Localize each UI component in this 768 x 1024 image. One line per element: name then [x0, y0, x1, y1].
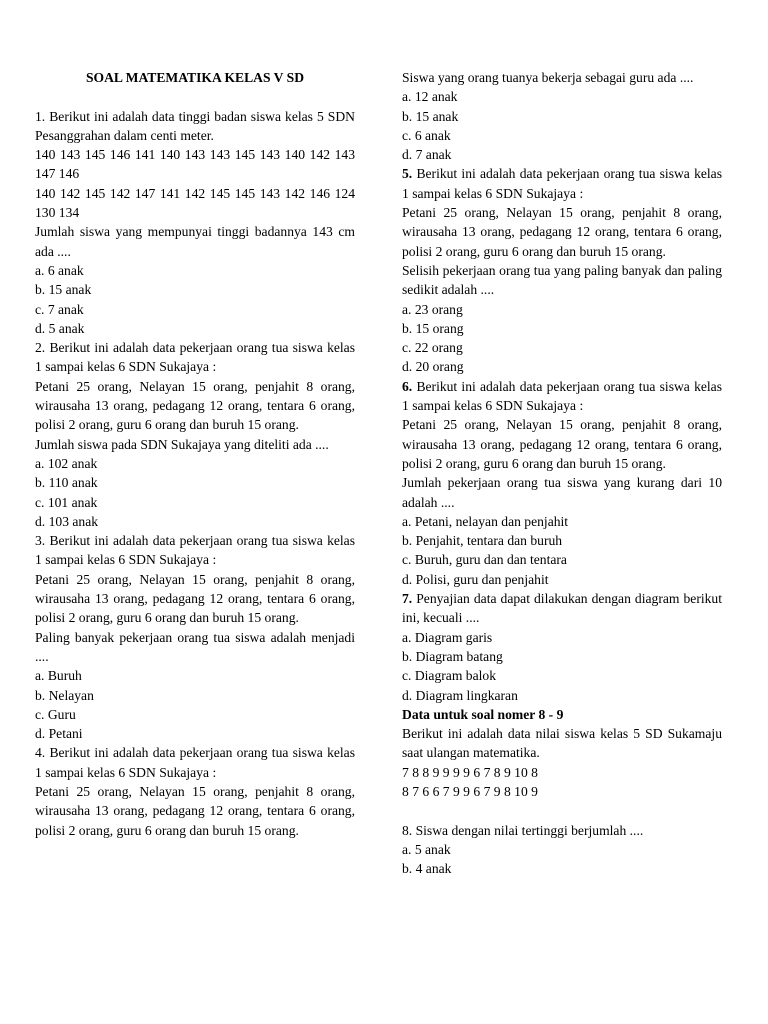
answer-option: b. Penjahit, tentara dan buruh	[402, 533, 563, 549]
question-paragraph	[35, 743, 355, 782]
question-paragraph	[35, 570, 355, 628]
question-number: 1.	[35, 108, 46, 124]
question-text: Berikut ini adalah data pekerjaan orang tua siswa kelas 1 sampai kelas 6 SDN Sukajaya :	[35, 745, 355, 780]
question-text: Berikut ini adalah data pekerjaan orang tua siswa kelas 1 sampai kelas 6 SDN Sukajaya :	[402, 166, 722, 201]
answer-option: a. Diagram garis	[402, 629, 493, 645]
question-text: Paling banyak pekerjaan orang tua siswa adalah menjadi ....	[35, 629, 355, 664]
question-block	[35, 531, 355, 743]
answer-option: b. 15 anak	[35, 282, 92, 298]
question-paragraph	[35, 107, 355, 146]
question-8-text: 8. Siswa dengan nilai tertinggi berjumlah ....	[402, 822, 644, 838]
data-section-8-9	[402, 705, 722, 821]
answer-option: c. 22 orang	[402, 340, 463, 356]
question-block	[402, 164, 722, 376]
question-text: 140 142 145 142 147 141 142 145 145 143 142 146 124 130 134	[35, 185, 355, 221]
question-text: Petani 25 orang, Nelayan 15 orang, penjahit 8 orang, wirausaha 13 orang, pedagang 12 orang, tentara 6 orang, polisi 2 orang, guru 6 orang dan buruh 15 orang.	[402, 205, 722, 259]
answer-option: d. 20 orang	[402, 359, 464, 375]
left-question-list	[35, 107, 355, 840]
answer-option: c. Guru	[35, 706, 76, 722]
answer-option: a. 12 anak	[402, 89, 458, 105]
question-text: Siswa yang orang tuanya bekerja sebagai guru ada ....	[402, 70, 694, 85]
question-8-option-b: b. 4 anak	[402, 861, 452, 877]
question-text: Jumlah pekerjaan orang tua siswa yang kurang dari 10 adalah ....	[402, 475, 722, 510]
question-block	[402, 377, 722, 589]
question-paragraph	[35, 782, 355, 840]
question-paragraph	[35, 531, 355, 570]
answer-option: a. 6 anak	[35, 262, 84, 278]
answer-option: d. 5 anak	[35, 320, 85, 336]
score-data-line-2: 8 7 6 6 7 9 9 6 7 9 8 10 9	[402, 783, 538, 799]
question-8	[402, 821, 722, 879]
question-paragraph	[35, 435, 355, 454]
question-block	[402, 68, 722, 164]
question-number: 4.	[35, 745, 46, 761]
answer-option: b. 15 anak	[402, 108, 459, 124]
answer-option: a. Petani, nelayan dan penjahit	[402, 513, 569, 529]
question-text: Petani 25 orang, Nelayan 15 orang, penjahit 8 orang, wirausaha 13 orang, pedagang 12 orang, tentara 6 orang, polisi 2 orang, guru 6 orang dan buruh 15 orang.	[402, 417, 722, 471]
question-paragraph	[35, 184, 355, 223]
answer-option: c. 7 anak	[35, 301, 84, 317]
question-paragraph	[35, 338, 355, 377]
question-paragraph	[35, 145, 355, 184]
question-number: 7.	[402, 591, 413, 607]
question-text: Selisih pekerjaan orang tua yang paling banyak dan paling sedikit adalah ....	[402, 262, 722, 298]
question-text: Jumlah siswa pada SDN Sukajaya yang diteliti ada ....	[35, 436, 329, 452]
question-text: 140 143 145 146 141 140 143 143 145 143 140 142 143 147 146	[35, 147, 355, 182]
answer-option: b. 110 anak	[35, 475, 98, 491]
question-text: Petani 25 orang, Nelayan 15 orang, penjahit 8 orang, wirausaha 13 orang, pedagang 12 orang, tentara 6 orang, polisi 2 orang, guru 6 orang dan buruh 15 orang.	[35, 571, 355, 626]
answer-option: d. 7 anak	[402, 147, 452, 163]
answer-option: b. Diagram batang	[402, 648, 503, 664]
question-paragraph	[402, 261, 722, 300]
question-block	[35, 338, 355, 531]
section-heading: Data untuk soal nomer 8 - 9	[402, 706, 564, 722]
question-paragraph	[402, 164, 722, 203]
section-intro: Berikut ini adalah data nilai siswa kelas 5 SD Sukamaju saat ulangan matematika.	[402, 726, 722, 761]
answer-option: d. Polisi, guru dan penjahit	[402, 571, 549, 587]
question-paragraph	[402, 473, 722, 512]
question-block	[402, 589, 722, 705]
question-text: Berikut ini adalah data pekerjaan orang tua siswa kelas 1 sampai kelas 6 SDN Sukajaya :	[35, 340, 355, 375]
question-text: Berikut ini adalah data pekerjaan orang tua siswa kelas 1 sampai kelas 6 SDN Sukajaya :	[35, 533, 355, 568]
answer-option: a. Buruh	[35, 668, 82, 684]
answer-option: c. 101 anak	[35, 494, 98, 510]
answer-option: d. 103 anak	[35, 513, 99, 529]
blank-line	[402, 801, 722, 820]
right-question-list	[402, 68, 722, 705]
question-paragraph	[402, 589, 722, 628]
question-block	[35, 743, 355, 839]
question-8-option-a: a. 5 anak	[402, 841, 451, 857]
question-number: 3.	[35, 533, 46, 549]
question-paragraph	[402, 377, 722, 416]
question-text: Jumlah siswa yang mempunyai tinggi badannya 143 cm ada ....	[35, 224, 355, 259]
right-column	[402, 68, 722, 878]
left-column	[35, 68, 355, 840]
question-paragraph	[402, 203, 722, 261]
question-block	[35, 107, 355, 339]
question-text: Penyajian data dapat dilakukan dengan diagram berikut ini, kecuali ....	[402, 591, 722, 626]
question-paragraph	[402, 415, 722, 473]
answer-option: c. 6 anak	[402, 127, 451, 143]
question-paragraph	[35, 222, 355, 261]
document-title: SOAL MATEMATIKA KELAS V SD	[85, 70, 305, 85]
answer-option: a. 102 anak	[35, 455, 98, 471]
question-paragraph	[35, 628, 355, 667]
question-text: Petani 25 orang, Nelayan 15 orang, penjahit 8 orang, wirausaha 13 orang, pedagang 12 orang, tentara 6 orang, polisi 2 orang, guru 6 orang dan buruh 15 orang.	[35, 783, 355, 838]
question-text: Berikut ini adalah data tinggi badan siswa kelas 5 SDN Pesanggrahan dalam centi meter.	[35, 108, 355, 143]
answer-option: d. Petani	[35, 726, 83, 742]
question-paragraph	[402, 68, 722, 87]
question-number: 5.	[402, 166, 413, 182]
question-text: Berikut ini adalah data pekerjaan orang tua siswa kelas 1 sampai kelas 6 SDN Sukajaya :	[402, 378, 722, 414]
answer-option: b. Nelayan	[35, 687, 94, 703]
question-number: 6.	[402, 378, 413, 394]
question-text: Petani 25 orang, Nelayan 15 orang, penjahit 8 orang, wirausaha 13 orang, pedagang 12 orang, tentara 6 orang, polisi 2 orang, guru 6 orang dan buruh 15 orang.	[35, 378, 355, 433]
answer-option: d. Diagram lingkaran	[402, 687, 518, 703]
answer-option: b. 15 orang	[402, 320, 464, 336]
score-data-line-1: 7 8 8 9 9 9 9 6 7 8 9 10 8	[402, 764, 538, 780]
answer-option: c. Diagram balok	[402, 668, 496, 684]
question-paragraph	[35, 377, 355, 435]
question-number: 2.	[35, 340, 46, 356]
answer-option: c. Buruh, guru dan dan tentara	[402, 552, 567, 568]
answer-option: a. 23 orang	[402, 301, 463, 317]
